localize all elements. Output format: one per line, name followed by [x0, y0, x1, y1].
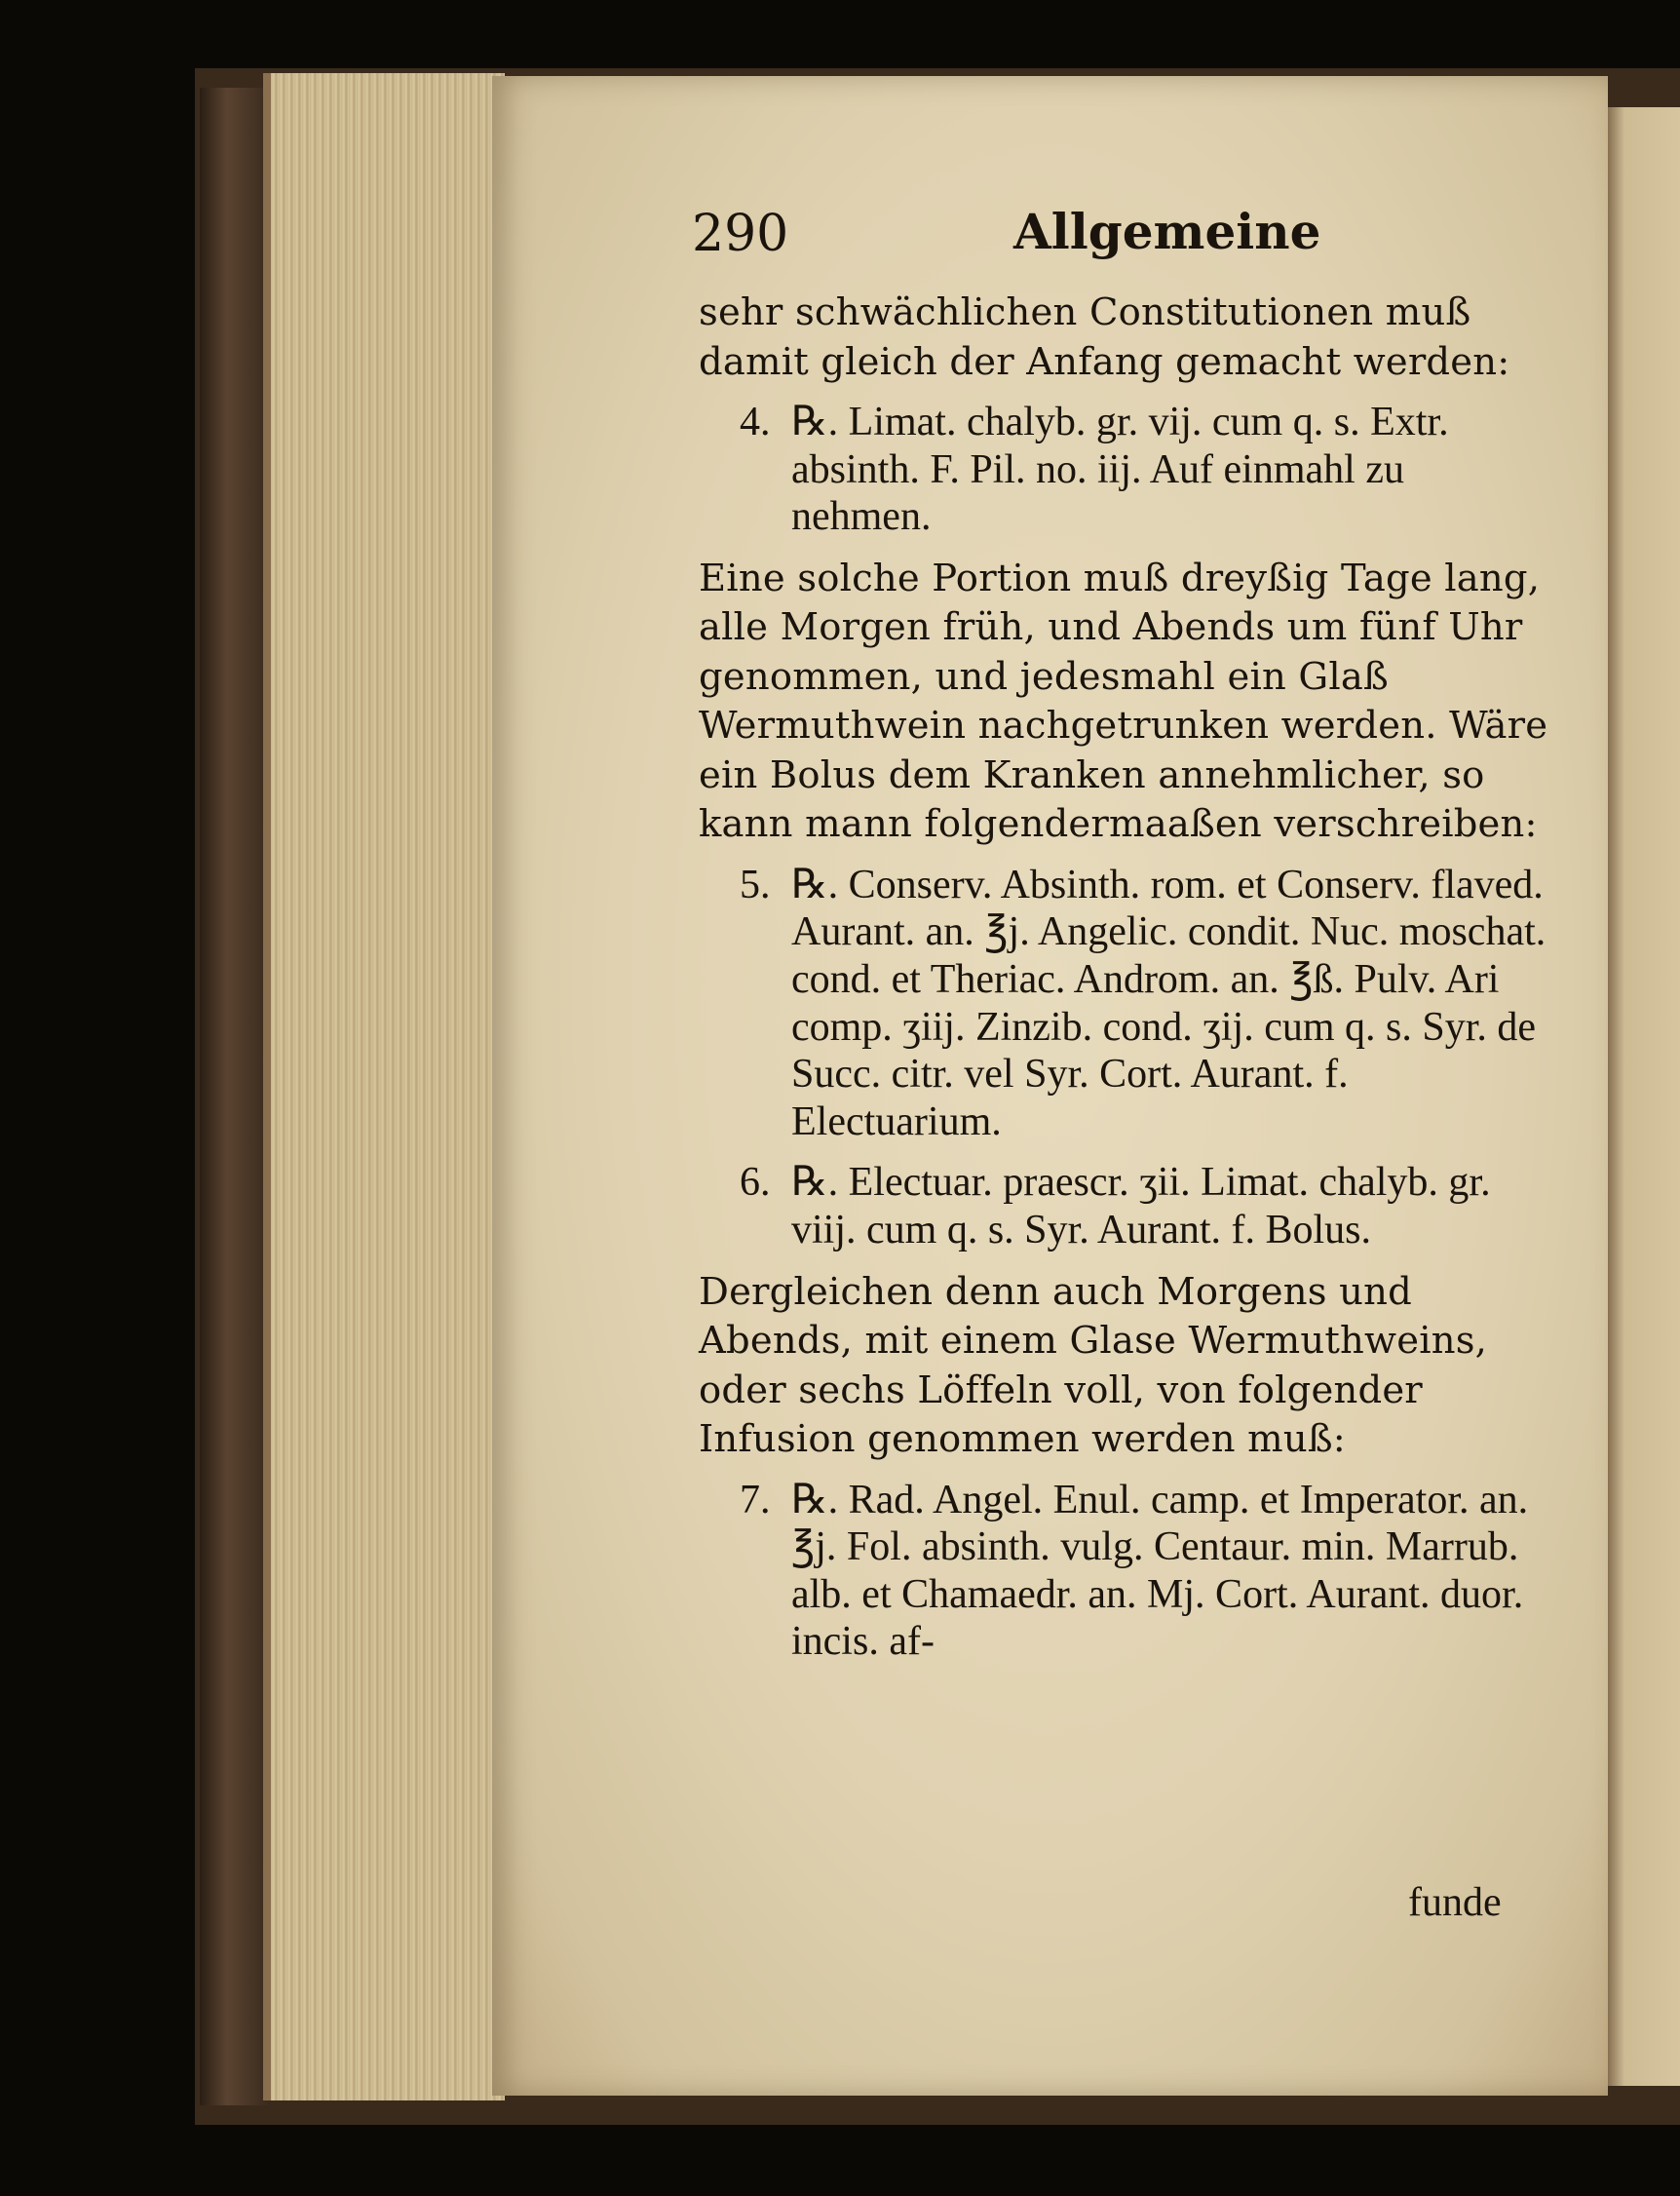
recipe-text: ℞. Rad. Angel. Enul. camp. et Imperator. an. ℥j. Fol. absinth. vulg. Centaur. min. Marrub. alb. et Chamaedr. an. Mj. Cort. Aurant. duor. incis. af-	[791, 1477, 1529, 1665]
recipe-number: 6.	[740, 1160, 771, 1206]
paragraph: Dergleichen denn auch Morgens und Abends, mit einem Glase Wermuthweins, oder sechs Löffeln voll, von folgender Infusion genommen werden muß:	[699, 1269, 1488, 1462]
recipe-text: ℞. Electuar. praescr. ʒii. Limat. chalyb. gr. viij. cum q. s. Syr. Aurant. f. Bolus.	[791, 1160, 1491, 1252]
facing-page-edge	[1606, 107, 1680, 2086]
paragraph: Eine solche Portion muß dreyßig Tage lang, alle Morgen früh, und Abends um fünf Uhr genommen, und jedesmahl ein Glaß Wermuthwein nachgetrunken werden. Wäre ein Bolus dem Kranken annehmlicher, so kann mann folgendermaaßen verschreiben:	[699, 556, 1548, 847]
recipe-6	[699, 1159, 1551, 1253]
page-edges	[263, 73, 505, 2100]
recipe-text: ℞. Conserv. Absinth. rom. et Conserv. flaved. Aurant. an. ℥j. Angelic. condit. Nuc. moschat. cond. et Theriac. Androm. an. ℥ß. Pulv. Ari comp. ʒiij. Zinzib. cond. ʒij. cum q. s. Syr. de Succ. citr. vel Syr. Cort. Aurant. f. Electuarium.	[791, 862, 1546, 1144]
book-spine	[200, 88, 268, 2105]
running-title: Allgemeine	[1013, 203, 1321, 260]
recipe-5	[699, 862, 1551, 1146]
paragraph: sehr schwächlichen Constitutionen muß damit gleich der Anfang gemacht werden:	[699, 290, 1510, 384]
page-text	[699, 289, 1551, 1679]
catchword: funde	[1408, 1880, 1502, 1925]
recipe-number: 7.	[740, 1477, 771, 1522]
recipe-number: 5.	[740, 862, 771, 907]
recipe-4	[699, 399, 1551, 541]
page-header	[692, 195, 1471, 283]
page-number: 290	[692, 205, 789, 263]
recipe-text: ℞. Limat. chalyb. gr. vij. cum q. s. Extr. absinth. F. Pil. no. iij. Auf einmahl zu nehmen.	[791, 400, 1449, 540]
recipe-7	[699, 1477, 1551, 1666]
recipe-number: 4.	[740, 400, 771, 444]
book-page	[492, 76, 1608, 2096]
